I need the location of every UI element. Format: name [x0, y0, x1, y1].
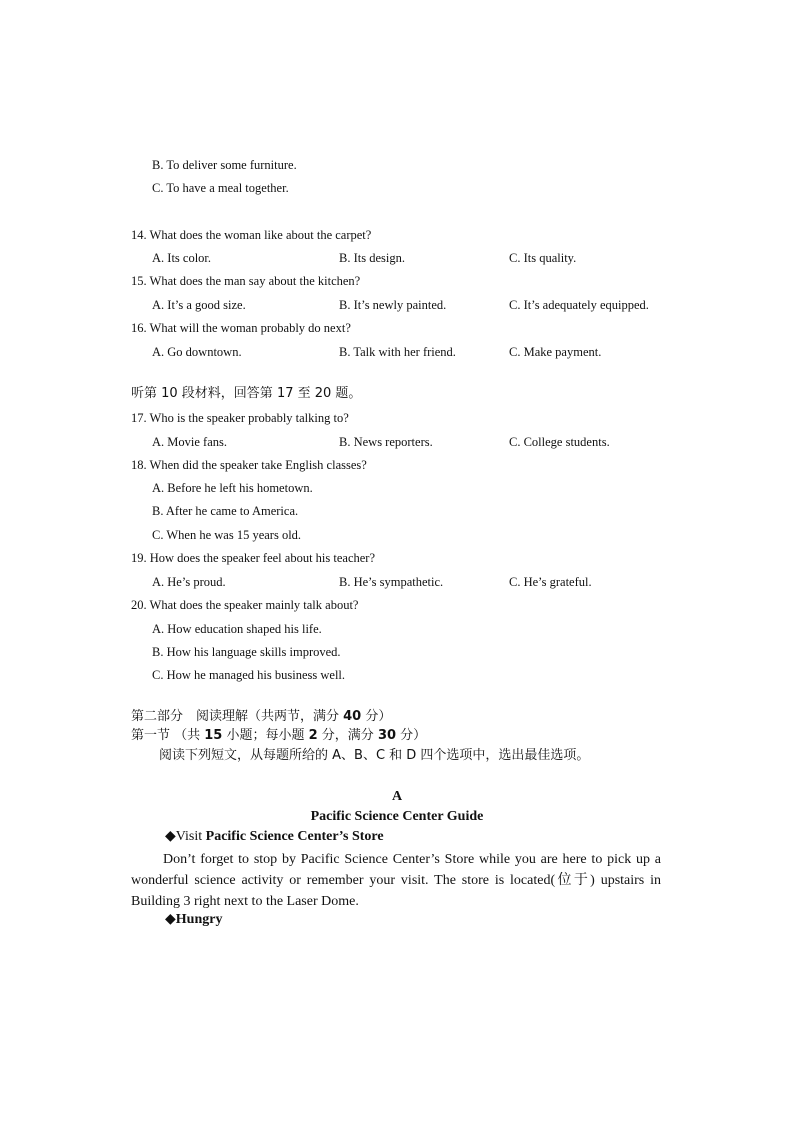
- passage-title: Pacific Science Center Guide: [310, 809, 484, 824]
- section1-post: 分）: [396, 728, 427, 743]
- section1-total: 30: [377, 728, 397, 743]
- q17-option-c: C. College students.: [509, 435, 610, 449]
- store-paragraph: [131, 849, 661, 912]
- store-paragraph-text: Don’t forget to stop by Pacific Science Center’s Store while you are here to pick up a wonderful science activity or remember your visit. The store is located(位于) upstairs in Building 3 right next to the Laser Dome.: [131, 852, 661, 909]
- q16-option-b: B. Talk with her friend.: [339, 345, 456, 359]
- q16-question: 16. What will the woman probably do next?: [131, 321, 351, 335]
- section1-heading: [131, 728, 426, 744]
- q14-option-a: A. Its color.: [152, 251, 212, 265]
- store-heading-prefix: ◆Visit: [165, 829, 206, 844]
- q19-option-b: B. He’s sympathetic.: [339, 575, 444, 589]
- section1-mid2: 分，满分: [317, 728, 378, 743]
- reading-instruction: 阅读下列短文，从每题所给的 A、B、C 和 D 四个选项中，选出最佳选项。: [159, 748, 590, 763]
- q14-option-c: C. Its quality.: [509, 251, 577, 265]
- section1-count: 15: [204, 728, 223, 743]
- q13-option-b: B. To deliver some furniture.: [152, 158, 297, 172]
- q17-question: 17. Who is the speaker probably talking to?: [131, 411, 349, 425]
- q20-option-a: A. How education shaped his life.: [152, 622, 322, 636]
- q14-question: 14. What does the woman like about the carpet?: [131, 228, 372, 242]
- q15-option-c: C. It’s adequately equipped.: [509, 298, 649, 312]
- passage-letter: A: [391, 789, 403, 804]
- q20-option-c: C. How he managed his business well.: [152, 668, 346, 682]
- section1-per-score: 2: [308, 728, 318, 743]
- hungry-heading: ◆Hungry: [165, 912, 223, 927]
- store-heading: [165, 829, 384, 845]
- section1-mid: 小题；每小题: [222, 728, 309, 743]
- part2-heading-score: 40: [343, 709, 362, 724]
- q16-option-c: C. Make payment.: [509, 345, 602, 359]
- q20-question: 20. What does the speaker mainly talk about?: [131, 598, 359, 612]
- q14-option-b: B. Its design.: [339, 251, 405, 265]
- part2-heading-pre: 第二部分 阅读理解（共两节，满分: [131, 709, 344, 724]
- q17-option-a: A. Movie fans.: [152, 435, 227, 449]
- q19-question: 19. How does the speaker feel about his teacher?: [131, 551, 376, 565]
- q18-question: 18. When did the speaker take English classes?: [131, 458, 367, 472]
- q20-option-b: B. How his language skills improved.: [152, 645, 341, 659]
- q18-option-a: A. Before he left his hometown.: [152, 481, 313, 495]
- q18-option-c: C. When he was 15 years old.: [152, 528, 302, 542]
- store-heading-name: Pacific Science Center’s Store: [205, 829, 384, 844]
- q15-option-b: B. It’s newly painted.: [339, 298, 447, 312]
- section10-instruction: 听第 10 段材料，回答第 17 至 20 题。: [131, 386, 362, 401]
- q19-option-a: A. He’s proud.: [152, 575, 226, 589]
- q15-option-a: A. It’s a good size.: [152, 298, 246, 312]
- q16-option-a: A. Go downtown.: [152, 345, 242, 359]
- section1-pre: 第一节 （共: [131, 728, 205, 743]
- q17-option-b: B. News reporters.: [339, 435, 433, 449]
- q18-option-b: B. After he came to America.: [152, 504, 299, 518]
- q15-question: 15. What does the man say about the kitchen?: [131, 274, 361, 288]
- q19-option-c: C. He’s grateful.: [509, 575, 592, 589]
- part2-heading: [131, 709, 391, 725]
- q13-option-c: C. To have a meal together.: [152, 181, 289, 195]
- part2-heading-post: 分）: [361, 709, 392, 724]
